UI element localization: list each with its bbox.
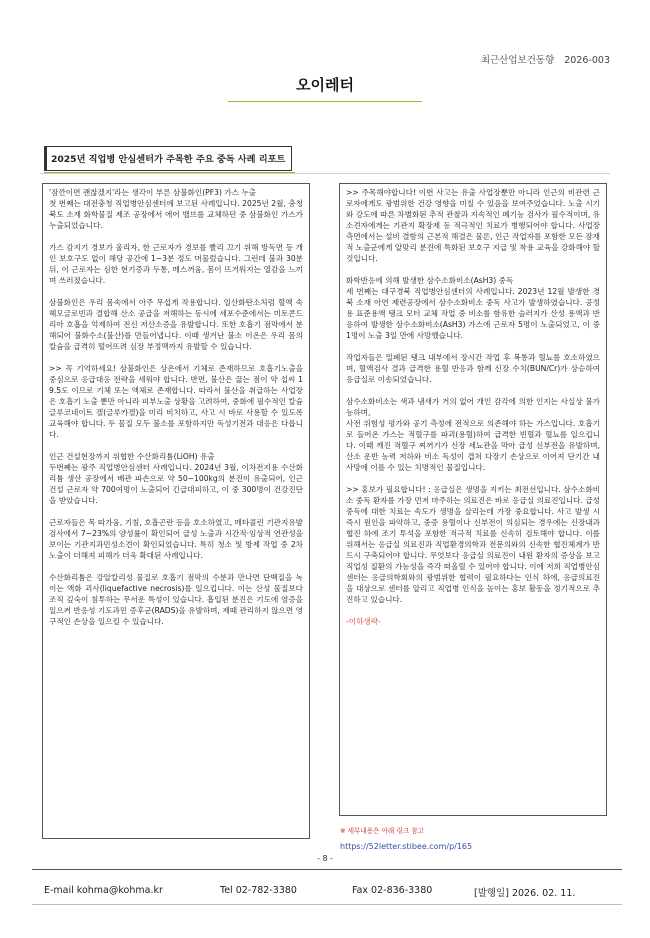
paragraph: 삼수소화비소는 색과 냄새가 거의 없어 개인 감각에 의한 인지는 사실상 불가능하며, 사전 위험성 평가와 공기 측정에 전적으로 의존해야 하는 가스입니다. 호흡기로 들어온 가스는 적혈구를 파괴(용혈)하여 급격한 빈혈과 혈뇨를 일으킵니다. 이때 깨진 적혈구 찌꺼기가 신장 세뇨관을 막아 급성 신부전을 유발하며, 산소 운반 능력 저하와 비소 독성이 겹쳐 다장기 손상으로 이어져 단기간 내 사망에 이를 수 있는 치명적인 물질입니다. — [346, 397, 600, 472]
header-info — [471, 52, 610, 66]
publication-name: 최근산업보건동향 — [480, 55, 555, 66]
paragraph: >> 주목해야합니다! 이번 사고는 유출 사업장뿐만 아니라 인근의 비관련 근로자에게도 광범위한 건강 영향을 미칠 수 있음을 보여주었습니다. 노출 시기와 강도에 따른 차별화된 추적 관찰과 지속적인 폐기능 검사가 필수적이며, 유소견자에게는 기관지 확장제 등 적극적인 치료가 병행되어야 합니다. 사업장 측면에서는 설비 결함의 근본적 해결은 물론, 인근 작업자를 포함한 모든 잠재적 노출군에게 알맞리 분진에 특화된 보호구 지급 및 착용 교육을 강화해야 할 것입니다. — [346, 188, 600, 263]
page-title: 오이레터 — [296, 76, 354, 94]
footer-divider — [32, 869, 622, 870]
paragraph: 화학반응에 의해 발생한 삼수소화비소(AsH3) 중독 세 번째는 대구경북 직업병안심센터의 사례입니다. 2023년 12월 발생한 경북 소재 아연 제련공장에서 삼수소화비소 중독 사고가 발생하였습니다. 공정용 표준용액 탱크 모터 교체 작업 중 비소를 함유한 슬러지가 산성 용액과 반응하여 발생한 삼수소화비소(AsH3) 가스에 근로자 5명이 노출되었고, 이 중 1명이 노출 3일 만에 사망했습니다. — [346, 276, 600, 340]
paragraph: >> 홍보가 필요합니다! : 응급실은 생명을 지키는 최전선입니다. 삼수소화비소 중독 환자를 가장 먼저 마주하는 의료진은 바로 응급실 의료진입니다. 급성 중독에 대한 치료는 속도가 생명을 살리는데 가장 중요합니다. 사고 발생 시 즉시 원인을 파악하고, 중증 용혈이나 신부전이 의심되는 경우에는 신장내과 협진 하에 조기 투석을 포함한 적극적 치료를 신속히 검토해야 합니다. 이를 위해서는 응급실 의료진과 직업환경의학과 전문의와의 신속한 협진체계가 반드시 구축되어야 합니다. 무엇보다 응급실 의료진이 내원 환자의 증상을 보고 직업성 질환의 가능성을 즉각 떠올릴 수 있어야 합니다. 이에 저희 직업병안심센터는 응급의학회와의 광범위한 협력이 필요하다는 인식 하에, 응급의료진을 대상으로 센터를 알리고 직업병 인식을 높이는 홍보 활동을 정기적으로 추진하고 있습니다. — [346, 485, 600, 604]
page-number: - 8 - — [317, 854, 333, 863]
paragraph: 인근 건설현장까지 위협한 수산화리튬(LiOH) 유출 두번째는 광주 직업병안심센터 사례입니다. 2024년 3월, 이차전지용 수산화리튬 생산 공장에서 배관 파손으로 약 50~100kg의 분진이 유출되어, 인근 건설 근로자 약 700여명이 노출되어 긴급대피하고, 이 중 300명이 건강진단을 받았습니다. — [49, 452, 303, 505]
title-underline — [228, 101, 422, 102]
reference-link[interactable]: https://52letter.stibee.com/p/165 — [340, 842, 473, 851]
closing-text: -이하생략- — [346, 617, 381, 626]
left-column — [42, 183, 310, 839]
footer-issue-date: [발행일] 2026. 02. 11. — [474, 888, 576, 899]
paragraph: 작업자들은 밀폐된 탱크 내부에서 장시간 작업 후 복통과 혈뇨를 호소하였으며, 혈액검사 결과 급격한 용혈 반응과 함께 신장 수치(BUN/Cr)가 상승하여 응급실로 이송되었습니다. — [346, 353, 600, 384]
footer-bottom-divider — [32, 904, 622, 905]
paragraph: >> 꼭 기억하세요! 삼불화인은 상온에서 기체로 존재하므로 호흡기노출을 중심으로 응급대응 전략을 세워야 합니다. 반면, 불산은 끓는 점이 약 섭씨 19.5도 이므로 기체 또는 액체로 존재합니다. 따라서 불산을 취급하는 사업장은 호흡기 노출 뿐만 아니라 피부노출 상황을 고려하여, 중화에 필수적인 칼슘 글루코네이트 겔(글루카겔)을 미리 비치하고, 사고 시 바로 사용할 수 있도록 교육해야 합니다. 두 물질 모두 불소를 포함하지만 독성기전과 대응은 다릅니다. — [49, 364, 303, 439]
paragraph: '잠깐이면 괜찮겠지'라는 생각이 부른 삼불화인(PF3) 가스 누출 첫 번째는 대전충청 직업병안심센터에 보고된 사례입니다. 2025년 2월, 충청북도 소재 화학물질 제조 공장에서 에어 밸브를 교체하던 중 삼불화인 가스가 누출되었습니다. — [49, 188, 303, 230]
paragraph: 삼불화인은 우리 몸속에서 아주 무섭게 작용합니다. 일산화탄소처럼 혈액 속 헤모글로빈과 결합해 산소 공급을 저해하는 동시에 세포수준에서는 미토콘드리아 호흡을 억제하여 전신 저산소증을 유발합니다. 또한 호흡기 점막에서 분해되어 불화수소(불산)를 만들어냅니다. 이때 생겨난 불소 이온은 우리 몸의 칼슘을 급격히 떨어뜨려 심장 부정맥까지 유발할 수 있습니다. — [49, 298, 303, 351]
reference-note: ※ 세부내용은 아래 링크 참고 — [340, 827, 424, 835]
section-subtitle: 2025년 직업병 안심센터가 주목한 주요 중독 사례 리포트 — [44, 146, 292, 171]
subtitle-divider — [40, 173, 610, 174]
issue-number: 2026-003 — [564, 55, 610, 66]
paragraph: 수산화리튬은 강알칼리성 물질로 호흡기 점막의 수분과 만나면 단백질을 녹이는 액화 괴사(liquefactive necrosis)를 일으킵니다. 이는 산성 물질보다 조직 깊숙이 침투하는 무서운 특성이 있습니다. 흡입된 분진은 기도에 염증을 일으켜 반응성 기도과민 증후군(RADS)을 유발하며, 제때 관리하지 않으면 영구적인 손상을 일으킬 수 있습니다. — [49, 573, 303, 626]
right-column — [339, 183, 607, 816]
footer-email: E-mail kohma@kohma.kr — [44, 885, 163, 896]
paragraph: 근로자들은 목 따가움, 기침, 호흡곤란 등을 호소하였고, 메타콜린 기관지유발검사에서 7~23%의 양성률이 확인되어 급성 노출과 시간적·임상적 연관성을 보이는 기관지과민성소견이 확인되었습니다. 특히 청소 및 방제 작업 중 2차 노출이 더해져 피해가 더욱 확대된 사례입니다. — [49, 518, 303, 560]
paragraph: 가스 감지기 경보가 울리자, 한 근로자가 경보를 빨리 끄기 위해 방독면 등 개인 보호구도 없이 해당 공간에 1~3분 정도 머물렀습니다. 그런데 불과 30분 뒤, 이 근로자는 심한 현기증과 두통, 메스꺼움, 몸이 뜨거워지는 열감을 느끼며 쓰러졌습니다. — [49, 243, 303, 285]
footer-tel: Tel 02-782-3380 — [220, 885, 297, 896]
footer-fax: Fax 02-836-3380 — [352, 885, 433, 896]
